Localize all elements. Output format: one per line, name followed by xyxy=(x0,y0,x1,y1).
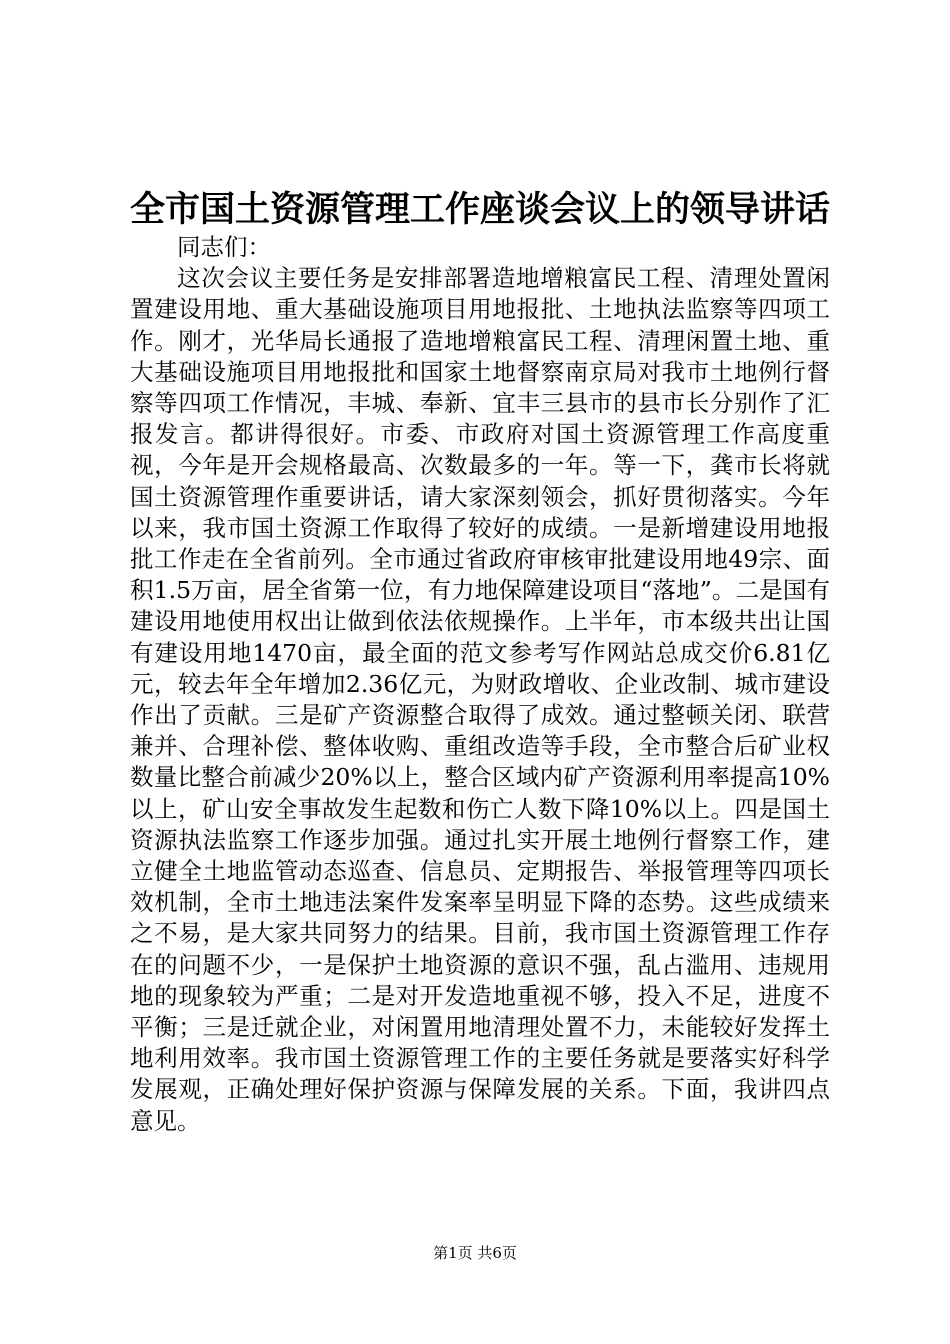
page-number-footer: 第1页 共6页 xyxy=(433,1244,517,1262)
body-paragraph: 这次会议主要任务是安排部署造地增粮富民工程、清理处置闲置建设用地、重大基础设施项目用地报批、土地执法监察等四项工作。刚才，光华局长通报了造地增粮富民工程、清理闲置土地、重大基础设施项目用地报批和国家土地督察南京局对我市土地例行督察等四项工作情况，丰城、奉新、宜丰三县市的县市长分别作了汇报发言。都讲得很好。市委、市政府对国土资源管理工作高度重视，今年是开会规格最高、次数最多的一年。等一下，龚市长将就国土资源管理作重要讲话，请大家深刻领会，抓好贯彻落实。今年以来，我市国土资源工作取得了较好的成绩。一是新增建设用地报批工作走在全省前列。全市通过省政府审核审批建设用地49宗、面积1.5万亩，居全省第一位，有力地保障建设项目“落地”。二是国有建设用地使用权出让做到依法依规操作。上半年，市本级共出让国有建设用地1470亩，最全面的范文参考写作网站总成交价6.81亿元，较去年全年增加2.36亿元，为财政增收、企业改制、城市建设作出了贡献。三是矿产资源整合取得了成效。通过整顿关闭、联营兼并、合理补偿、整体收购、重组改造等手段，全市整合后矿业权数量比整合前减少20%以上，整合区域内矿产资源利用率提高10%以上，矿山安全事故发生起数和伤亡人数下降10%以上。四是国土资源执法监察工作逐步加强。通过扎实开展土地例行督察工作，建立健全土地监管动态巡查、信息员、定期报告、举报管理等四项长效机制，全市土地违法案件发案率呈明显下降的态势。这些成绩来之不易，是大家共同努力的结果。目前，我市国土资源管理工作存在的问题不少，一是保护土地资源的意识不强，乱占滥用、违规用地的现象较为严重；二是对开发造地重视不够，投入不足，进度不平衡；三是迁就企业，对闲置用地清理处置不力，未能较好发挥土地利用效率。我市国土资源管理工作的主要任务就是要落实好科学发展观，正确处理好保护资源与保障发展的关系。下面，我讲四点意见。 xyxy=(130,264,830,1135)
document-body xyxy=(130,232,830,1137)
salutation: 同志们： xyxy=(177,233,271,261)
document-title: 全市国土资源管理工作座谈会议上的领导讲话 xyxy=(129,189,830,230)
